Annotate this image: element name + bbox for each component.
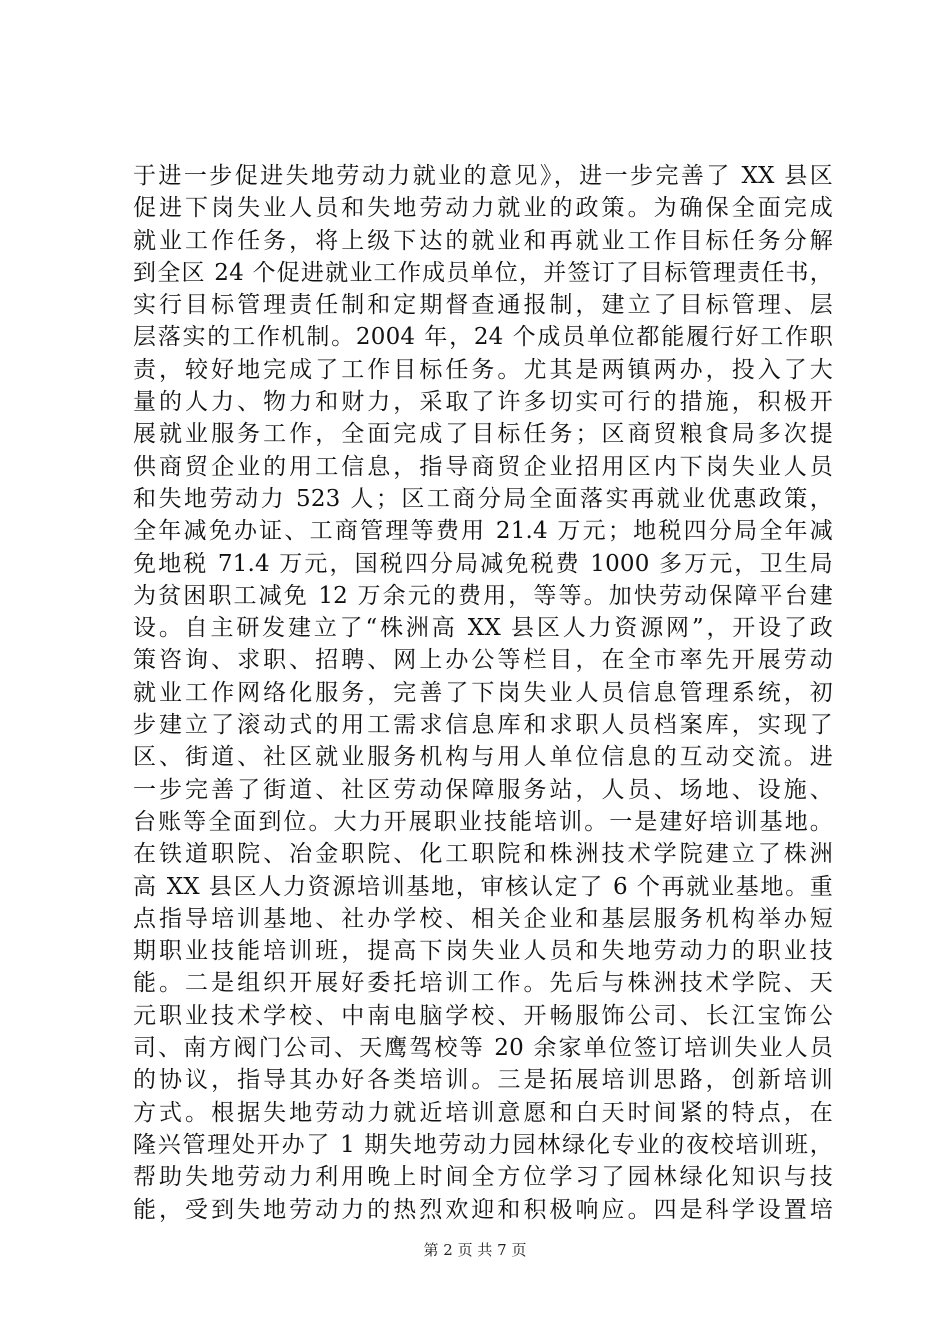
text-line: 帮助失地劳动力利用晚上时间全方位学习了园林绿化知识与技 — [133, 1164, 833, 1191]
page-footer: 第 2 页 共 7 页 — [423, 1241, 527, 1259]
text-line: 就业工作网络化服务，完善了下岗失业人员信息管理系统，初 — [133, 679, 833, 706]
text-line: 供商贸企业的用工信息，指导商贸企业招用区内下岗失业人员 — [133, 453, 833, 480]
text-line: 司、南方阀门公司、天鹰驾校等 20 余家单位签订培训失业人员 — [133, 1035, 833, 1062]
text-line: 元职业技术学校、中南电脑学校、开畅服饰公司、长江宝饰公 — [133, 1002, 833, 1029]
text-line: 一步完善了街道、社区劳动保障服务站，人员、场地、设施、 — [133, 776, 833, 803]
text-line: 在铁道职院、冶金职院、化工职院和株洲技术学院建立了株洲 — [133, 841, 833, 868]
text-line: 层落实的工作机制。2004 年，24 个成员单位都能履行好工作职 — [133, 324, 833, 351]
text-line: 步建立了滚动式的用工需求信息库和求职人员档案库，实现了 — [133, 712, 833, 739]
text-line: 隆兴管理处开办了 1 期失地劳动力园林绿化专业的夜校培训班， — [133, 1131, 833, 1158]
text-line: 为贫困职工减免 12 万余元的费用，等等。加快劳动保障平台建 — [133, 582, 833, 609]
text-line: 方式。根据失地劳动力就近培训意愿和白天时间紧的特点，在 — [133, 1099, 833, 1126]
text-line: 期职业技能培训班，提高下岗失业人员和失地劳动力的职业技 — [133, 938, 833, 965]
text-line: 责，较好地完成了工作目标任务。尤其是两镇两办，投入了大 — [133, 356, 833, 383]
text-line: 就业工作任务，将上级下达的就业和再就业工作目标任务分解 — [133, 227, 833, 254]
text-line: 到全区 24 个促进就业工作成员单位，并签订了目标管理责任书， — [133, 259, 833, 286]
text-line: 设。自主研发建立了“株洲高 XX 县区人力资源网”，开设了政 — [133, 615, 833, 642]
text-line: 免地税 71.4 万元，国税四分局减免税费 1000 多万元，卫生局 — [133, 550, 833, 577]
text-line: 和失地劳动力 523 人；区工商分局全面落实再就业优惠政策， — [133, 485, 833, 512]
text-line: 的协议，指导其办好各类培训。三是拓展培训思路，创新培训 — [133, 1067, 833, 1094]
text-line: 于进一步促进失地劳动力就业的意见》，进一步完善了 XX 县区 — [133, 163, 833, 189]
text-line: 能，受到失地劳动力的热烈欢迎和积极响应。四是科学设置培 — [133, 1196, 833, 1223]
text-line: 实行目标管理责任制和定期督查通报制，建立了目标管理、层 — [133, 292, 833, 319]
text-line: 区、街道、社区就业服务机构与用人单位信息的互动交流。进 — [133, 744, 833, 771]
body-text — [133, 160, 833, 1226]
text-line: 能。二是组织开展好委托培训工作。先后与株洲技术学院、天 — [133, 970, 833, 997]
text-line: 量的人力、物力和财力，采取了许多切实可行的措施，积极开 — [133, 389, 833, 416]
text-line: 展就业服务工作，全面完成了目标任务；区商贸粮食局多次提 — [133, 421, 833, 448]
text-line: 点指导培训基地、社办学校、相关企业和基层服务机构举办短 — [133, 905, 833, 932]
text-line: 策咨询、求职、招聘、网上办公等栏目，在全市率先开展劳动 — [133, 647, 833, 674]
text-line: 全年减免办证、工商管理等费用 21.4 万元；地税四分局全年减 — [133, 518, 833, 545]
text-line: 促进下岗失业人员和失地劳动力就业的政策。为确保全面完成 — [133, 195, 833, 222]
text-line: 台账等全面到位。大力开展职业技能培训。一是建好培训基地。 — [133, 808, 833, 835]
text-line: 高 XX 县区人力资源培训基地，审核认定了 6 个再就业基地。重 — [133, 873, 833, 900]
